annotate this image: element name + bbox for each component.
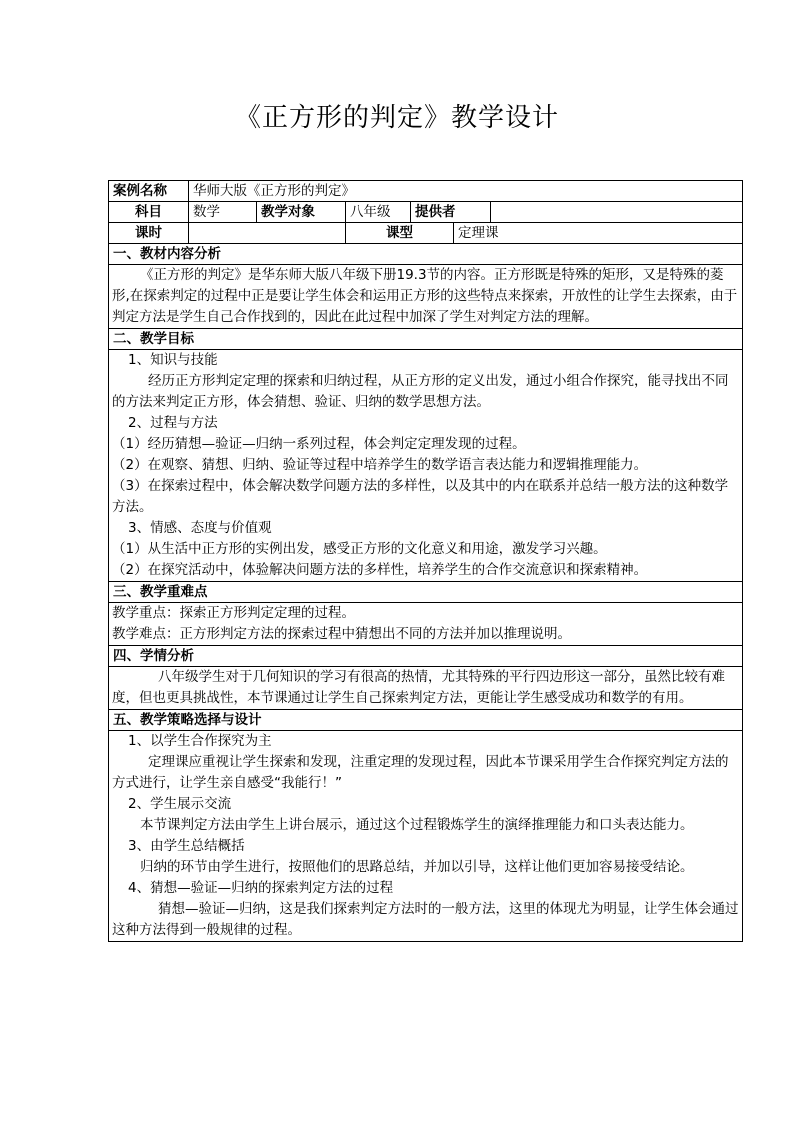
section-heading-key-points: 三、教学重难点 — [109, 582, 742, 603]
strategy-3-text: 归纳的环节由学生进行，按照他们的思路总结，并加以引导，这样让他们更加容易接受结论。 — [140, 859, 694, 875]
section-body-key-points — [109, 603, 742, 646]
hours-value — [189, 223, 346, 243]
key-point-text: 教学重点：探索正方形判定定理的过程。 — [112, 605, 355, 621]
case-name-value: 华师大版《正方形的判定》 — [193, 183, 355, 199]
difficulty-text: 教学难点：正方形判定方法的探索过程中猜想出不同的方法并加以推理说明。 — [112, 626, 571, 642]
audience-label: 教学对象 — [257, 202, 346, 222]
case-name-label: 案例名称 — [109, 181, 189, 201]
strategy-1-title: 1、以学生合作探究为主 — [128, 733, 272, 749]
objective-process-title: 2、过程与方法 — [128, 415, 218, 431]
row-subject — [109, 202, 742, 223]
document-title: 《正方形的判定》教学设计 — [234, 103, 559, 133]
objective-knowledge-text: 经历正方形判定定理的探索和归纳过程，从正方形的定义出发，通过小组合作探究，能寻找出不同的方法来判定正方形，体会猜想、验证、归纳的数学思想方法。 — [112, 373, 729, 410]
section-body-strategy — [109, 731, 742, 941]
section-body-objectives — [109, 350, 742, 582]
section-heading-strategy: 五、教学策略选择与设计 — [109, 710, 742, 731]
strategy-4-title: 4、猜想—验证—归纳的探索判定方法的过程 — [128, 880, 394, 896]
section-body-analysis — [109, 265, 742, 329]
strategy-1-text: 定理课应重视让学生探索和发现，注重定理的发现过程，因此本节课采用学生合作探究判定方法的方式进行，让学生亲自感受“我能行！” — [112, 754, 729, 791]
objective-emotion-title: 3、情感、态度与价值观 — [128, 520, 272, 536]
strategy-4-text: 猜想—验证—归纳，这是我们探索判定方法时的一般方法，这里的体现尤为明显，让学生体会通过这种方法得到一般规律的过程。 — [112, 901, 739, 938]
section-heading-learners: 四、学情分析 — [109, 646, 742, 667]
objective-process-item-3: （3）在探索过程中，体会解决数学问题方法的多样性，以及其中的内在联系并总结一般方法的这种数学方法。 — [112, 478, 729, 515]
hours-label: 课时 — [109, 223, 189, 243]
learners-text: 八年级学生对于几何知识的学习有很高的热情，尤其特殊的平行四边形这一部分，虽然比较有难度，但也更具挑战性，本节课通过让学生自己探索判定方法，更能让学生感受成功和数学的有用。 — [112, 669, 725, 706]
row-hours — [109, 223, 742, 244]
strategy-2-title: 2、学生展示交流 — [128, 796, 232, 812]
objective-emotion-item-1: （1）从生活中正方形的实例出发，感受正方形的文化意义和用途，激发学习兴趣。 — [112, 541, 607, 557]
section-body-learners — [109, 667, 742, 710]
objective-process-item-2: （2）在观察、猜想、归纳、验证等过程中培养学生的数学语言表达能力和逻辑推理能力。 — [112, 457, 648, 473]
type-value: 定理课 — [458, 225, 499, 241]
objective-process-item-1: （1）经历猜想—验证—归纳一系列过程，体会判定定理发现的过程。 — [112, 436, 526, 452]
row-case-name — [109, 181, 742, 202]
section-heading-objectives: 二、教学目标 — [109, 329, 742, 350]
strategy-3-title: 3、由学生总结概括 — [128, 838, 245, 854]
analysis-text: 《正方形的判定》是华东师大版八年级下册19.3节的内容。正方形既是特殊的矩形，又是特殊的菱形,在探索判定的过程中正是要让学生体会和运用正方形的这些特点来探索，开放性的让学生去探索，由于判定方法是学生自己合作找到的，因此在此过程中加深了学生对判定方法的理解。 — [112, 267, 738, 325]
objective-knowledge-title: 1、知识与技能 — [128, 352, 218, 368]
strategy-2-text: 本节课判定方法由学生上讲台展示，通过这个过程锻炼学生的演绎推理能力和口头表达能力。 — [140, 817, 694, 833]
subject-label: 科目 — [109, 202, 189, 222]
type-label: 课型 — [346, 223, 454, 243]
subject-value: 数学 — [189, 202, 257, 222]
lesson-plan-table — [108, 180, 743, 942]
provider-label: 提供者 — [411, 202, 491, 222]
objective-emotion-item-2: （2）在探究活动中，体验解决问题方法的多样性，培养学生的合作交流意识和探索精神。 — [112, 562, 648, 578]
provider-value — [491, 202, 742, 222]
audience-value: 八年级 — [346, 202, 411, 222]
section-heading-analysis: 一、教材内容分析 — [109, 244, 742, 265]
